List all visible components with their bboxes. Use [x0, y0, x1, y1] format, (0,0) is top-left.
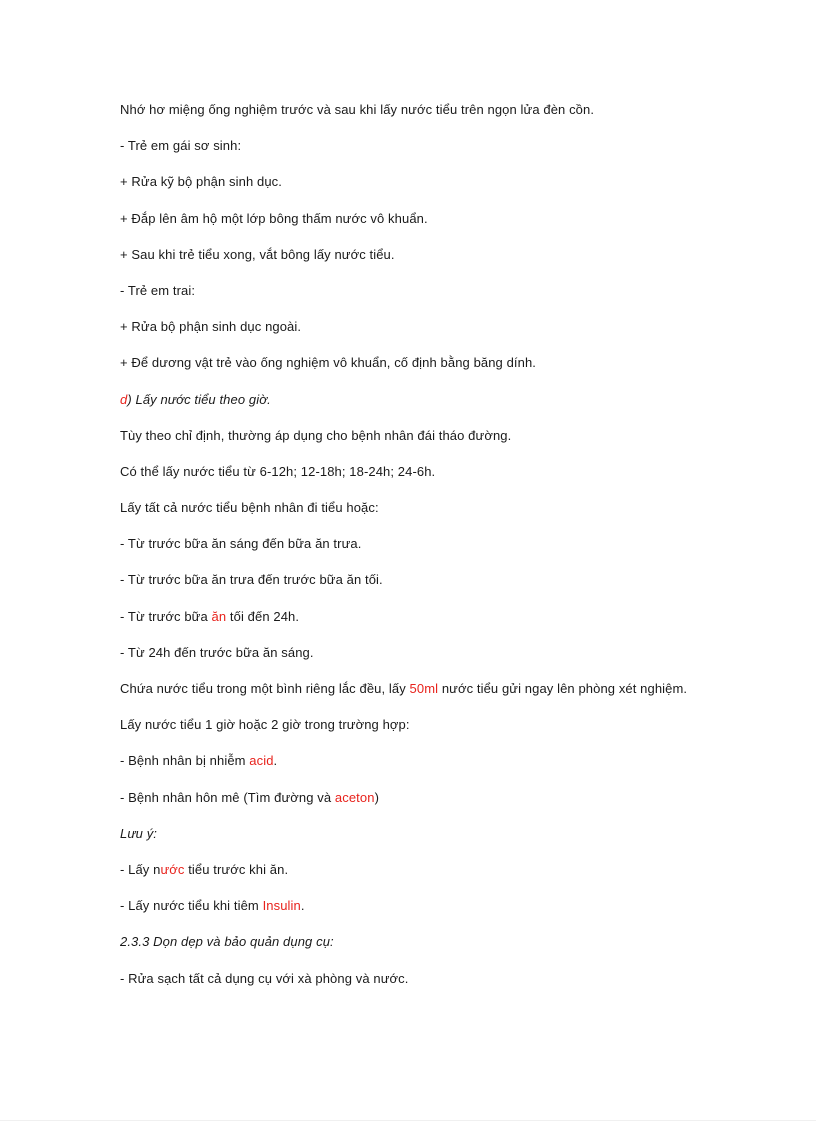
paragraph — [120, 970, 780, 1006]
paragraph — [120, 571, 780, 607]
text: + Rửa kỹ bộ phận sinh dục. — [120, 174, 282, 190]
text: Lưu ý: — [120, 825, 158, 841]
text: - Bệnh nhân bị nhiễm — [120, 753, 250, 769]
paragraph — [120, 318, 780, 354]
text: 2.3.3 Dọn dẹp và bảo quản dụng cụ: — [120, 934, 334, 950]
paragraph — [120, 137, 780, 173]
text: . — [273, 753, 278, 769]
paragraph — [120, 463, 780, 499]
highlight-text: aceton — [334, 789, 375, 805]
paragraph — [120, 680, 780, 716]
highlight-text: 50ml — [409, 681, 439, 696]
text: tối đến 24h. — [226, 608, 300, 624]
highlight-text: ước — [160, 861, 185, 877]
document-body — [120, 101, 780, 1006]
paragraph — [120, 246, 780, 282]
paragraph — [120, 897, 780, 933]
text: + Rửa bộ phận sinh dục ngoài. — [120, 319, 302, 335]
paragraph — [120, 210, 780, 246]
paragraph — [120, 499, 780, 535]
paragraph — [120, 535, 780, 571]
page-edge — [0, 1120, 816, 1121]
paragraph — [120, 354, 780, 390]
text: - Rửa sạch tất cả dụng cụ với xà phòng và nước. — [120, 970, 409, 986]
section-heading — [120, 933, 780, 969]
text: - Lấy n — [120, 861, 161, 877]
paragraph — [120, 752, 780, 788]
text: ) Lấy nước tiểu theo giờ. — [127, 391, 271, 407]
text: - Bệnh nhân hôn mê (Tìm đường và — [120, 789, 335, 805]
paragraph — [120, 608, 780, 644]
text: . — [300, 898, 305, 914]
text: - Trẻ em trai: — [120, 282, 196, 298]
highlight-text: Insulin — [262, 898, 301, 914]
paragraph — [120, 101, 780, 137]
section-heading — [120, 391, 780, 427]
text: - Từ trước bữa ăn sáng đến bữa ăn trưa. — [120, 536, 362, 552]
paragraph — [120, 716, 780, 752]
text: Lấy tất cả nước tiểu bệnh nhân đi tiểu hoặc: — [120, 500, 379, 516]
text: - Từ trước bữa ăn trưa đến trước bữa ăn tối. — [120, 572, 383, 588]
text: Lấy nước tiểu 1 giờ hoặc 2 giờ trong trường hợp: — [120, 717, 410, 733]
text: Tùy theo chỉ định, thường áp dụng cho bệnh nhân đái tháo đường. — [120, 427, 512, 443]
text: - Lấy nước tiểu khi tiêm — [120, 898, 263, 914]
highlight-text: acid — [249, 753, 274, 769]
text: tiểu trước khi ăn. — [184, 861, 289, 877]
paragraph — [120, 427, 780, 463]
text: Có thể lấy nước tiểu từ 6-12h; 12-18h; 18-24h; 24-6h. — [120, 463, 436, 479]
paragraph — [120, 282, 780, 318]
text: - Trẻ em gái sơ sinh: — [120, 138, 242, 154]
paragraph — [120, 861, 780, 897]
text: nước tiểu gửi ngay lên phòng xét nghiệm. — [438, 681, 688, 696]
text: - Từ trước bữa — [120, 608, 212, 624]
highlight-text: ăn — [211, 608, 227, 624]
text: + Để dương vật trẻ vào ống nghiệm vô khuẩn, cố định bằng băng dính. — [120, 355, 537, 371]
text: + Đắp lên âm hộ một lớp bông thấm nước vô khuẩn. — [120, 210, 428, 226]
text: Chứa nước tiểu trong một bình riêng lắc đều, lấy — [120, 681, 410, 696]
text: Nhớ hơ miệng ống nghiệm trước và sau khi lấy nước tiểu trên ngọn lửa đèn cồn. — [120, 102, 595, 117]
paragraph — [120, 173, 780, 209]
highlight-text: d — [120, 391, 128, 407]
note-heading — [120, 825, 780, 861]
paragraph — [120, 789, 780, 825]
paragraph — [120, 644, 780, 680]
text: - Từ 24h đến trước bữa ăn sáng. — [120, 644, 314, 660]
text: + Sau khi trẻ tiểu xong, vắt bông lấy nước tiểu. — [120, 246, 395, 262]
text: ) — [374, 789, 379, 805]
